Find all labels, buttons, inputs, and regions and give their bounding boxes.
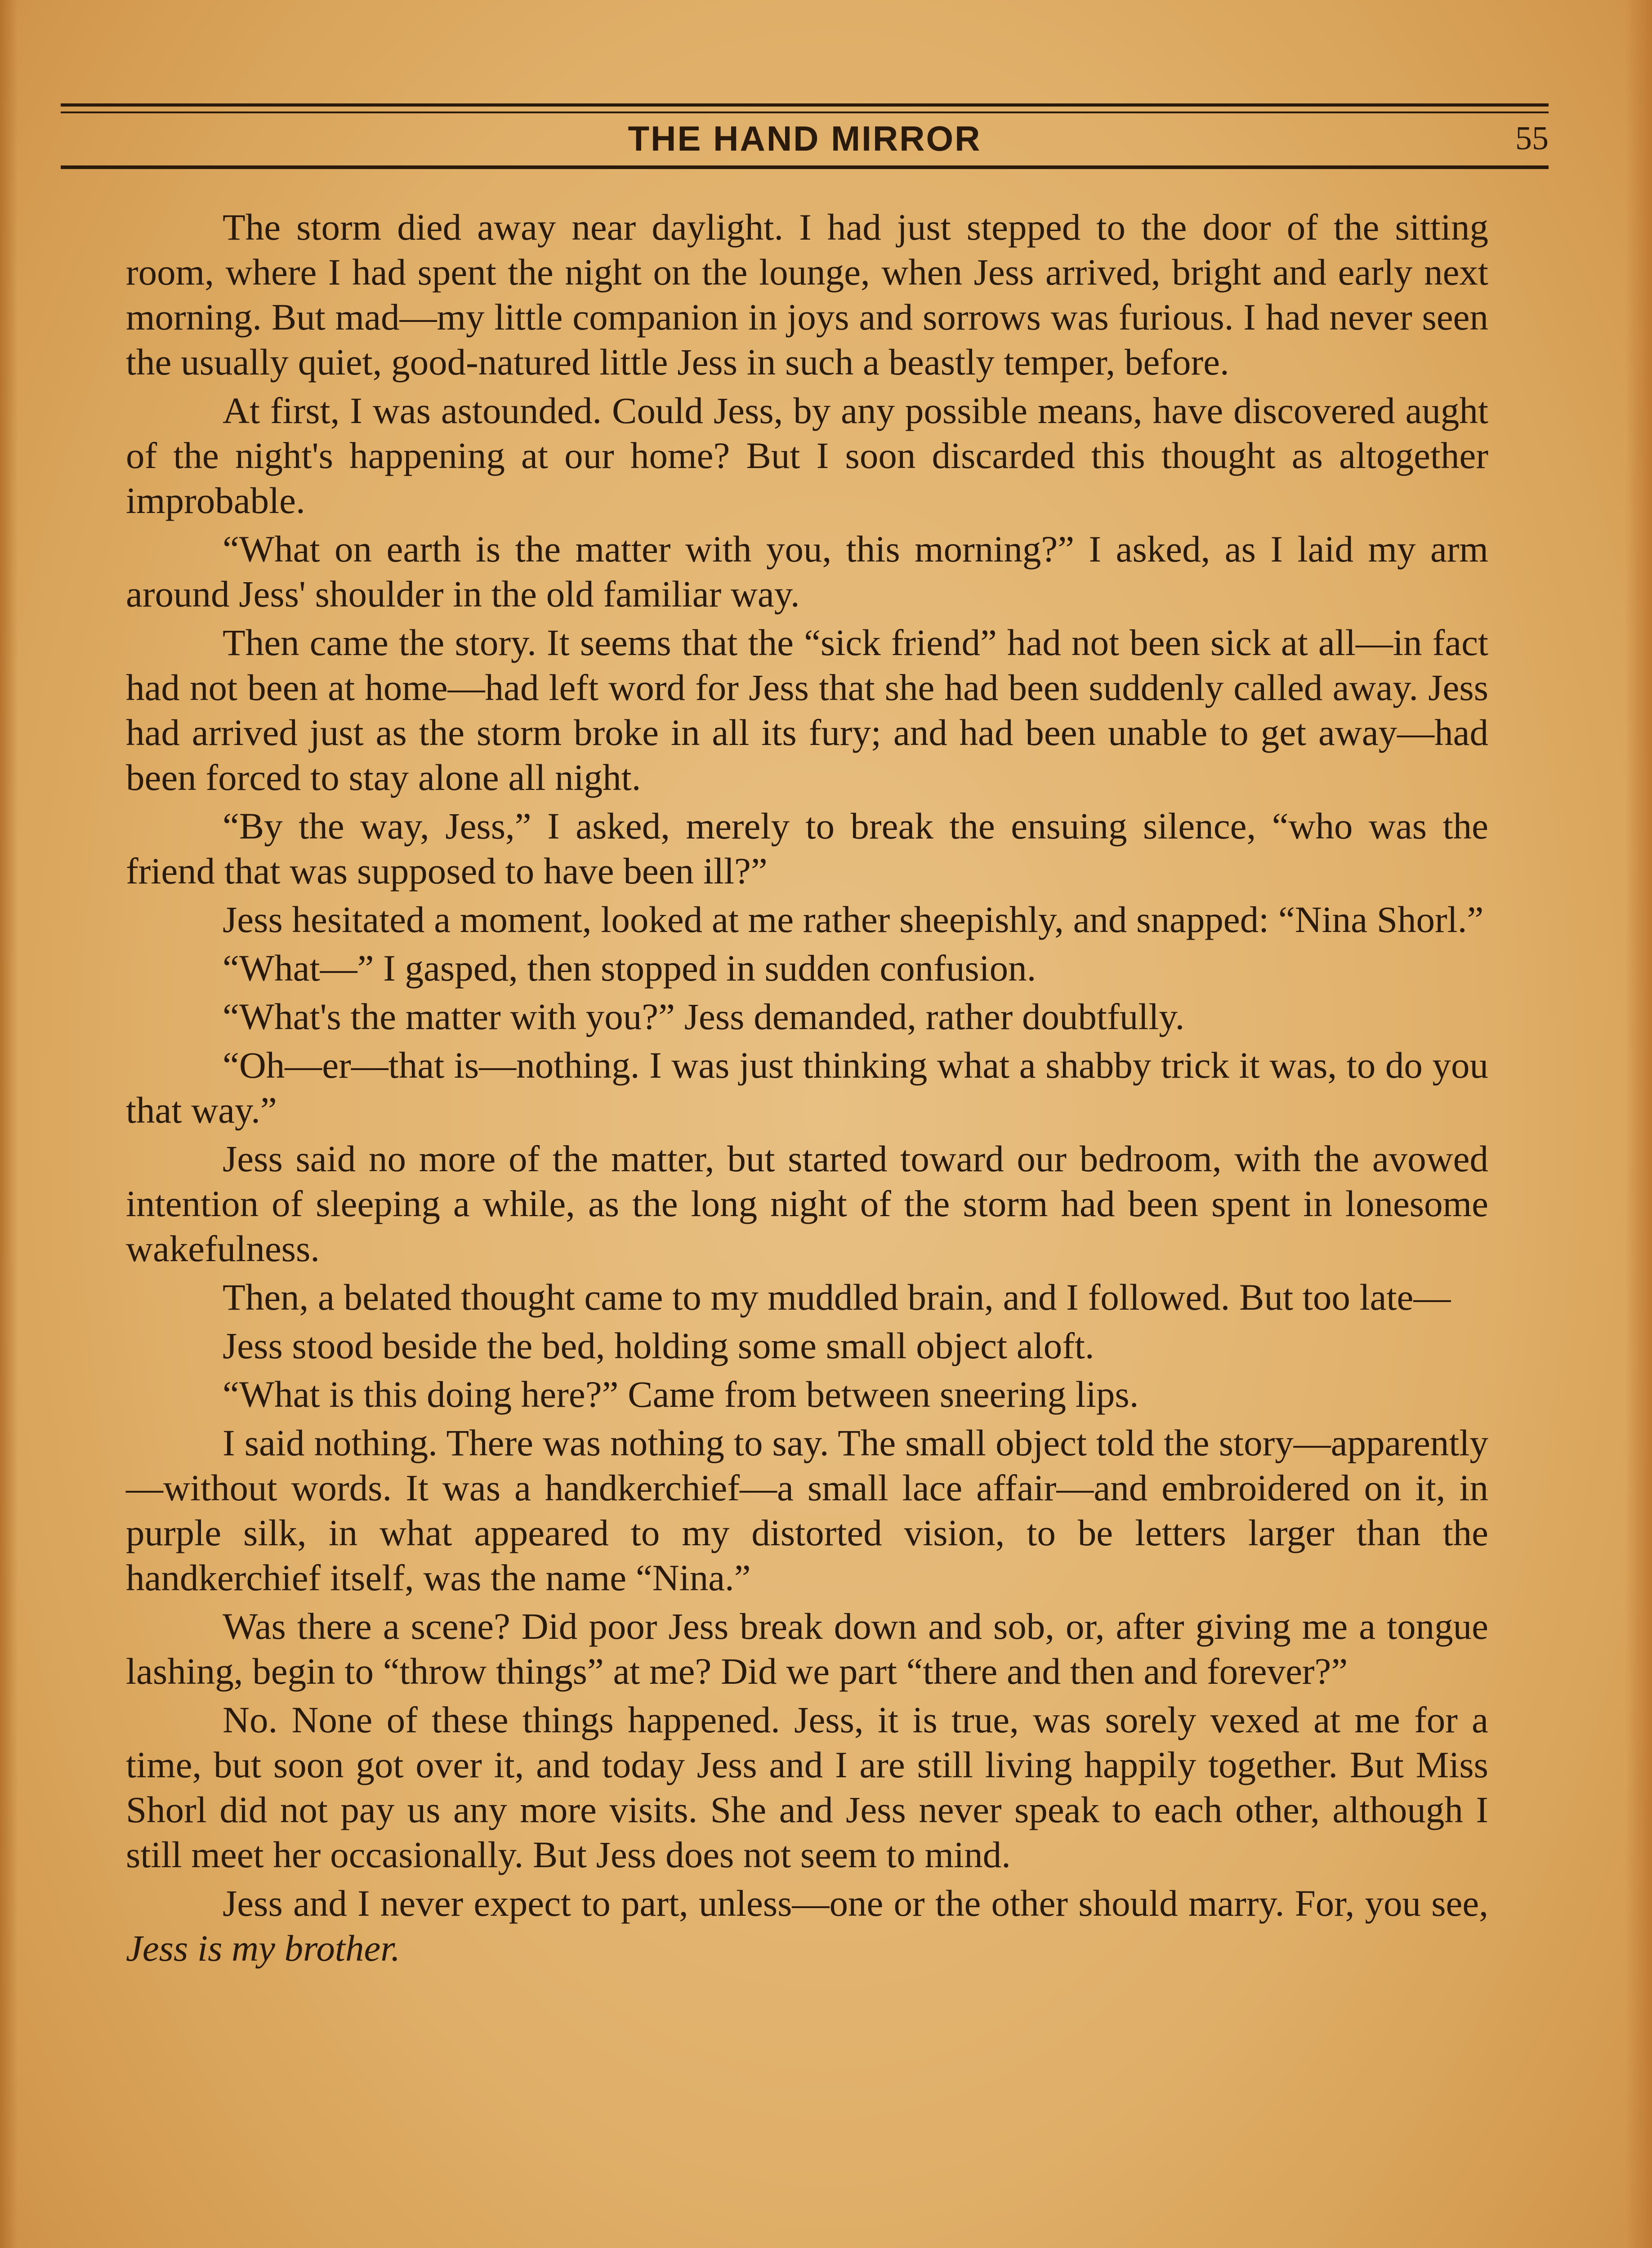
paragraph: The storm died away near daylight. I had just stepped to the door of the sitting room, where I had spent the night on the lounge, when Jess arrived, bright and early next morning. But mad—my little companion in joys and sorrows was furious. I had never seen the usually quiet, good-natured little Jess in such a beastly temper, before.: [126, 206, 1488, 383]
final-paragraph-italic: Jess is my brother.: [126, 1927, 401, 1969]
final-paragraph: [126, 1881, 1488, 1971]
paragraph: “What is this doing here?” Came from between sneering lips.: [223, 1374, 1139, 1415]
paragraph: “Oh—er—that is—nothing. I was just thinking what a shabby trick it was, to do you that way.”: [126, 1044, 1488, 1131]
running-title: THE HAND MIRROR: [628, 119, 982, 158]
paragraph: Jess stood beside the bed, holding some small object aloft.: [223, 1325, 1094, 1366]
page-number: 55: [1515, 120, 1549, 157]
paragraph: Was there a scene? Did poor Jess break down and sob, or, after giving me a tongue lashing, begin to “throw things” at me? Did we part “there and then and forever?”: [126, 1606, 1488, 1692]
header-rule-top-thin: [61, 112, 1549, 113]
paragraph: “What's the matter with you?” Jess demanded, rather doubtfully.: [223, 996, 1185, 1037]
paragraph: Jess said no more of the matter, but started toward our bedroom, with the avowed intention of sleeping a while, as the long night of the storm had been spent in lonesome wakefulness.: [126, 1138, 1488, 1269]
paragraph: “By the way, Jess,” I asked, merely to break the ensuing silence, “who was the friend that was supposed to have been ill?”: [126, 805, 1488, 892]
page-edge-shadow-left: [0, 0, 18, 2248]
page-header: [61, 116, 1549, 161]
paragraph: “What on earth is the matter with you, this morning?” I asked, as I laid my arm around Jess' shoulder in the old familiar way.: [126, 528, 1488, 615]
story-body: [126, 205, 1488, 1974]
paragraph: No. None of these things happened. Jess, it is true, was sorely vexed at me for a time, but soon got over it, and today Jess and I are still living happily together. But Miss Shorl did not pay us any more visits. She and Jess never speak to each other, although I still meet her occasionally. But Jess does not seem to mind.: [126, 1699, 1488, 1875]
paragraph: “What—” I gasped, then stopped in sudden confusion.: [223, 947, 1036, 989]
page-edge-shadow-right: [1625, 0, 1652, 2248]
final-paragraph-lead: Jess and I never expect to part, unless—one or the other should marry. For, you see,: [223, 1882, 1488, 1924]
header-rule-top: [61, 103, 1549, 107]
paragraph: At first, I was astounded. Could Jess, by any possible means, have discovered aught of the night's happening at our home? But I soon discarded this thought as altogether improbable.: [126, 390, 1488, 521]
paragraph: Then came the story. It seems that the “sick friend” had not been sick at all—in fact had not been at home—had left word for Jess that she had been suddenly called away. Jess had arrived just as the storm broke in all its fury; and had been unable to get away—had been forced to stay alone all night.: [126, 622, 1488, 798]
paragraph: Jess hesitated a moment, looked at me rather sheepishly, and snapped: “Nina Shorl.”: [223, 899, 1484, 940]
paragraph: Then, a belated thought came to my muddled brain, and I followed. But too late—: [223, 1276, 1451, 1318]
header-rule-bottom: [61, 165, 1549, 169]
paragraph: I said nothing. There was nothing to say. The small object told the story—apparently—without words. It was a handkerchief—a small lace affair—and embroidered on it, in purple silk, in what appeared to my distorted vision, to be letters larger than the handkerchief itself, was the name “Nina.”: [126, 1422, 1488, 1598]
